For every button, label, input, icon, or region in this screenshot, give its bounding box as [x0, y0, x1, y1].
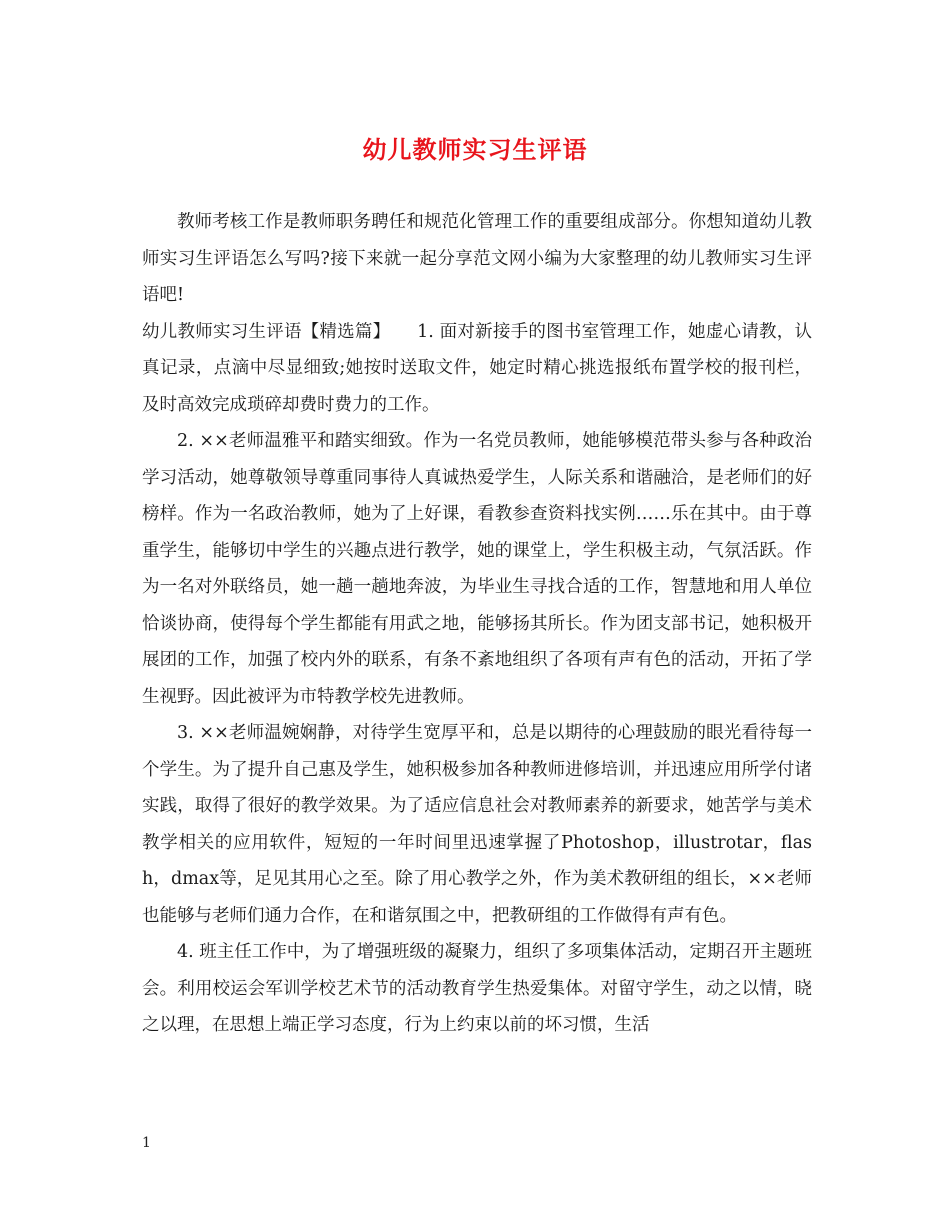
- page-number: 1: [142, 1135, 151, 1151]
- body-paragraph-3: 3. ××老师温婉娴静，对待学生宽厚平和，总是以期待的心理鼓励的眼光看待每一个学生。为了提升自己惠及学生，她积极参加各种教师进修培训，并迅速应用所学付诸实践，取得了很好的教学效果。为了适应信息社会对教师素养的新要求，她苦学与美术教学相关的应用软件，短短的一年时间里迅速掌握了Photoshop，illustrotar，flash，dmax等，足见其用心之至。除了用心教学之外，作为美术教研组的组长，××老师也能够与老师们通力合作，在和谐氛围之中，把教研组的工作做得有声有色。: [142, 723, 812, 926]
- document-body: [142, 204, 812, 1044]
- section-paragraph: 幼儿教师实习生评语【精选篇】 1. 面对新接手的图书室管理工作，她虚心请教，认真记录，点滴中尽显细致;她按时送取文件，她定时精心挑选报纸布置学校的报刊栏，及时高效完成琐碎却费时费力的工作。: [142, 321, 812, 415]
- body-paragraph-2: 2. ××老师温雅平和踏实细致。作为一名党员教师，她能够模范带头参与各种政治学习活动，她尊敬领导尊重同事待人真诚热爱学生，人际关系和谐融洽，是老师们的好榜样。作为一名政治教师，她为了上好课，看教参查资料找实例……乐在其中。由于尊重学生，能够切中学生的兴趣点进行教学，她的课堂上，学生积极主动，气氛活跃。作为一名对外联络员，她一趟一趟地奔波，为毕业生寻找合适的工作，智慧地和用人单位恰谈协商，使得每个学生都能有用武之地，能够扬其所长。作为团支部书记，她积极开展团的工作，加强了校内外的联系，有条不紊地组织了各项有声有色的活动，开拓了学生视野。因此被评为市特教学校先进教师。: [142, 431, 812, 707]
- body-paragraph-4: 4. 班主任工作中，为了增强班级的凝聚力，组织了多项集体活动，定期召开主题班会。利用校运会军训学校艺术节的活动教育学生热爱集体。对留守学生，动之以情，晓之以理，在思想上端正学习态度，行为上约束以前的坏习惯，生活: [142, 942, 812, 1035]
- document-title: 幼儿教师实习生评语: [362, 135, 588, 164]
- intro-paragraph: 教师考核工作是教师职务聘任和规范化管理工作的重要组成部分。你想知道幼儿教师实习生评语怎么写吗?接下来就一起分享范文网小编为大家整理的幼儿教师实习生评语吧!: [142, 212, 812, 305]
